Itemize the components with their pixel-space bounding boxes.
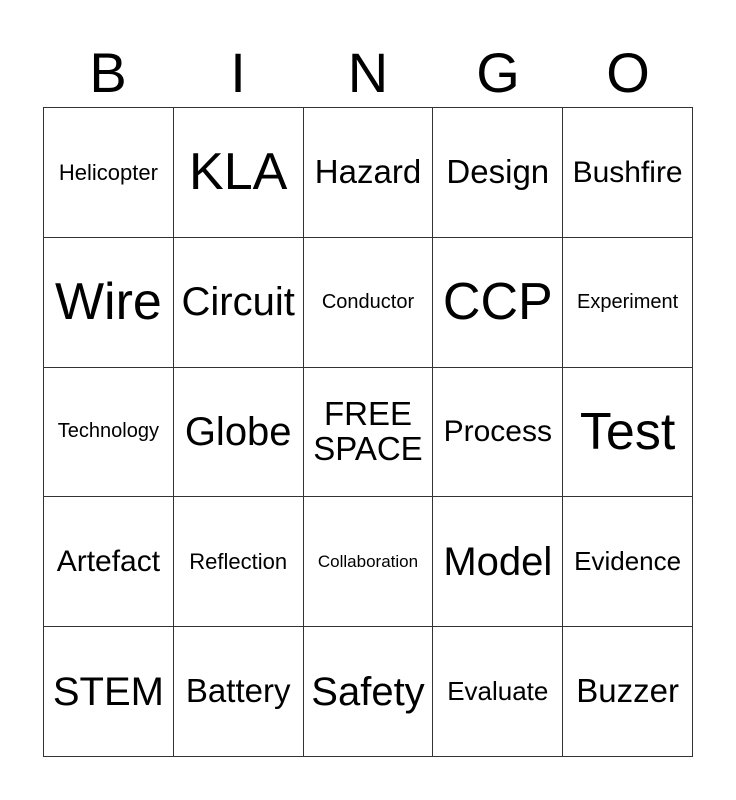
bingo-cell[interactable]: Globe <box>174 368 304 498</box>
bingo-cell[interactable]: Evidence <box>563 497 693 627</box>
bingo-cell[interactable]: Hazard <box>304 108 434 238</box>
bingo-cell[interactable]: Collaboration <box>304 497 434 627</box>
header-letter-o: O <box>606 41 650 104</box>
header-letter-i: I <box>230 41 246 104</box>
header-letter-b: B <box>89 41 127 104</box>
bingo-cell[interactable]: Technology <box>44 368 174 498</box>
bingo-cell[interactable]: Experiment <box>563 238 693 368</box>
bingo-cell[interactable]: Evaluate <box>433 627 563 757</box>
bingo-cell[interactable]: Test <box>563 368 693 498</box>
bingo-cell[interactable]: Model <box>433 497 563 627</box>
bingo-cell[interactable]: KLA <box>174 108 304 238</box>
bingo-cell[interactable]: Artefact <box>44 497 174 627</box>
bingo-cell[interactable]: Conductor <box>304 238 434 368</box>
bingo-header <box>43 40 693 106</box>
bingo-cell[interactable]: Bushfire <box>563 108 693 238</box>
bingo-cell[interactable]: Buzzer <box>563 627 693 757</box>
bingo-cell[interactable]: STEM <box>44 627 174 757</box>
bingo-board <box>43 107 693 757</box>
bingo-cell[interactable]: Reflection <box>174 497 304 627</box>
header-letter-g: G <box>476 41 520 104</box>
bingo-cell[interactable]: Process <box>433 368 563 498</box>
header-letter-n: N <box>347 41 389 104</box>
bingo-cell[interactable]: Safety <box>304 627 434 757</box>
bingo-cell[interactable]: Circuit <box>174 238 304 368</box>
free-space-line-1: FREE <box>323 395 412 433</box>
bingo-cell[interactable]: Design <box>433 108 563 238</box>
bingo-cell[interactable]: CCP <box>433 238 563 368</box>
bingo-cell[interactable]: Helicopter <box>44 108 174 238</box>
free-space-line-2: SPACE <box>313 429 423 467</box>
bingo-cell[interactable]: Battery <box>174 627 304 757</box>
bingo-cell[interactable]: Wire <box>44 238 174 368</box>
free-space-cell[interactable] <box>304 368 434 498</box>
